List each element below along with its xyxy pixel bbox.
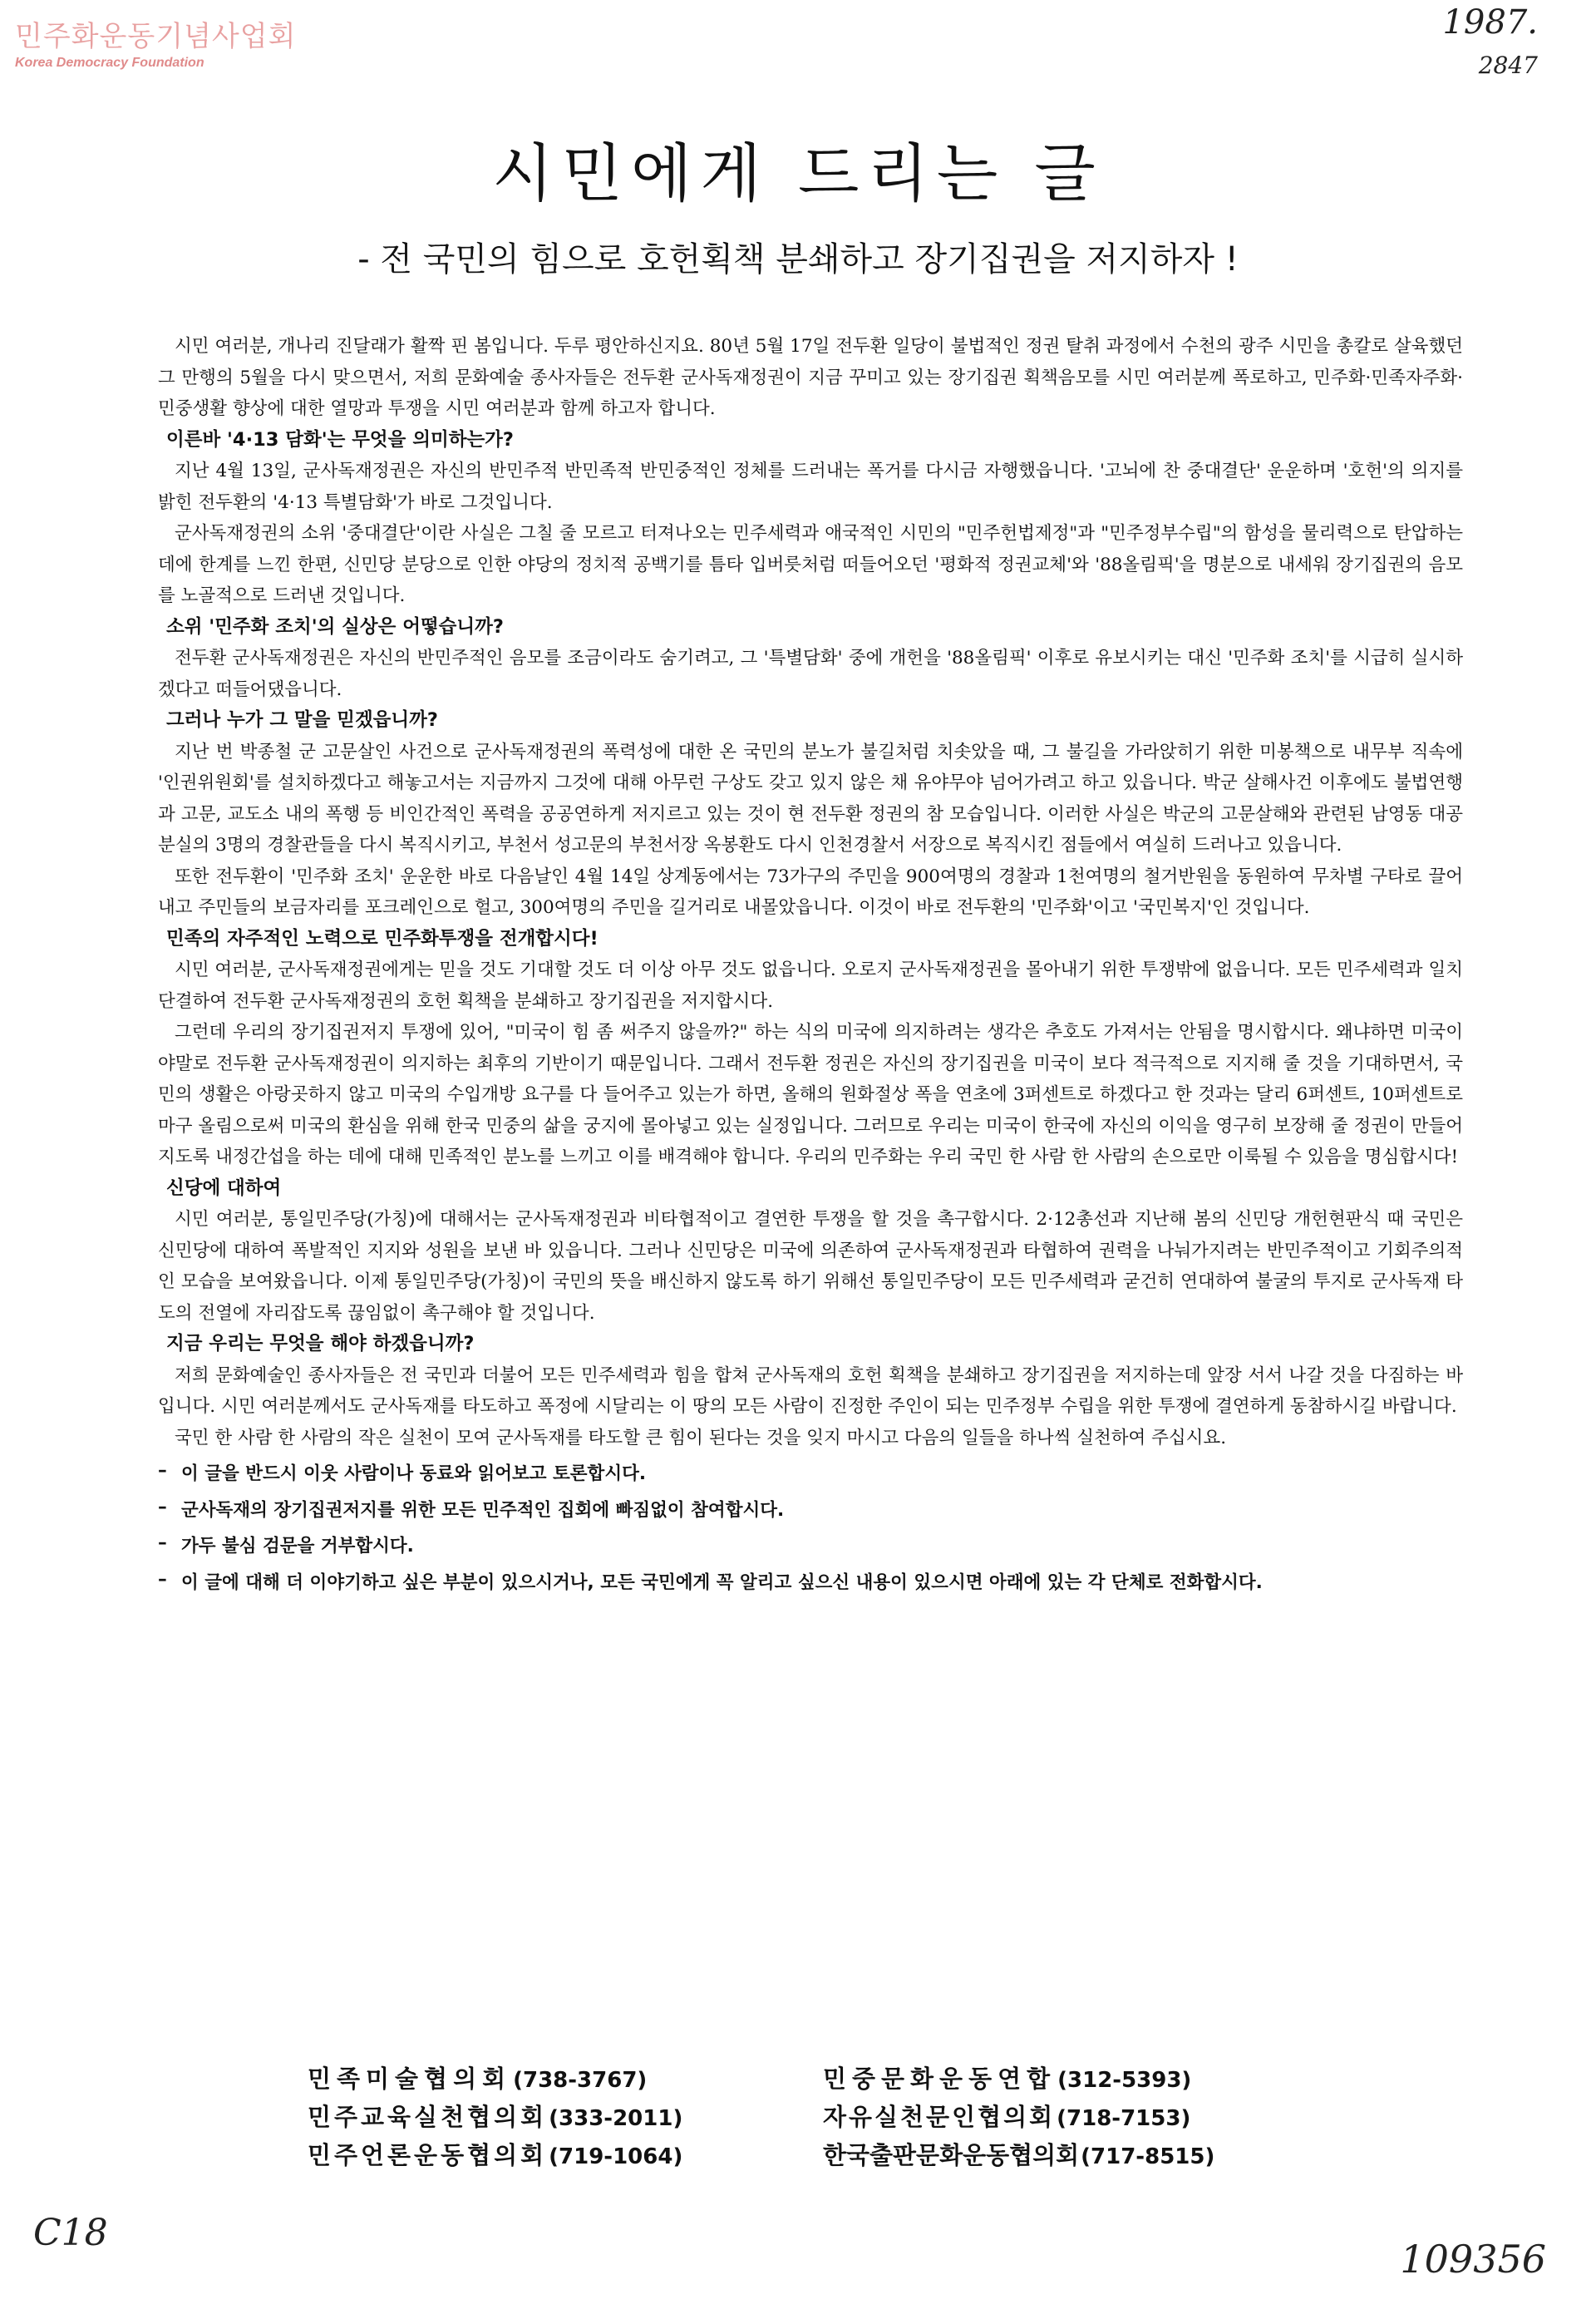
paragraph: 시민 여러분, 개나리 진달래가 활짝 핀 봄입니다. 두루 평안하신지요. 80년 5월 17일 전두환 일당이 불법적인 정권 탈취 과정에서 수천의 광주 시민을 총칼로 살육했던 그 만행의 5월을 다시 맞으면서, 저희 문화예술 종사자들은 전두환 군사독재정권이 지금 꾸미고 있는 장기집권 획책음모를 시민 여러분께 폭로하고, 민주화·민족자주화·민중생활 향상에 대한 열망과 투쟁을 시민 여러분과 함께 하고자 합니다. — [158, 336, 1463, 419]
paragraph: 군사독재정권의 소위 '중대결단'이란 사실은 그칠 줄 모르고 터져나오는 민주세력과 애국적인 시민의 "민주헌법제정"과 "민주정부수립"의 함성을 물리력으로 탄압하는 데에 한계를 느낀 한편, 신민당 분당으로 인한 야당의 정치적 공백기를 틈타 입버릇처럼 떠들어오던 '평화적 정권교체'와 '88올림픽'을 명분으로 내세워 장기집권의 음모를 노골적으로 드러낸 것입니다. — [158, 523, 1463, 606]
paragraph: 전두환 군사독재정권은 자신의 반민주적인 음모를 조금이라도 숨기려고, 그 '특별담화' 중에 개헌을 '88올림픽' 이후로 유보시키는 대신 '민주화 조치'를 시급히 실시하겠다고 떠들어댔읍니다. — [158, 648, 1463, 700]
organization-name: 민중문화운동연합 — [823, 2065, 1057, 2093]
organization-entry — [308, 2139, 823, 2173]
action-item — [158, 1564, 1463, 1599]
organization-phone: (719-1064) — [549, 2144, 683, 2169]
dash-bullet-icon: – — [158, 1532, 167, 1553]
paragraph: 시민 여러분, 군사독재정권에게는 믿을 것도 기대할 것도 더 이상 아무 것도 없읍니다. 오로지 군사독재정권을 몰아내기 위한 투쟁밖에 없읍니다. 모든 민주세력과 일치단결하여 전두환 군사독재정권의 호헌 획책을 분쇄하고 장기집권을 저지합시다. — [158, 960, 1463, 1012]
document-title: 시민에게 드리는 글 — [492, 136, 1104, 210]
dash-bullet-icon: – — [158, 1460, 167, 1481]
organization-name: 민족미술협의회 — [308, 2065, 512, 2093]
organization-phone: (312-5393) — [1057, 2068, 1192, 2093]
organization-phone: (718-7153) — [1057, 2106, 1191, 2131]
handwritten-reference: 2847 — [1478, 52, 1538, 79]
paragraph: 시민 여러분, 통일민주당(가칭)에 대해서는 군사독재정권과 비타협적이고 결연한 투쟁을 할 것을 촉구합시다. 2·12총선과 지난해 봄의 신민당 개헌현판식 때 국민은 신민당에 대하여 폭발적인 지지와 성원을 보낸 바 있읍니다. 그러나 신민당은 미국에 의존하여 군사독재정권과 타협하여 권력을 나눠가지려는 반민주적이고 기회주의적인 모습을 보여왔읍니다. 이제 통일민주당(가칭)이 국민의 뜻을 배신하지 않도록 하기 위해선 통일민주당이 모든 민주세력과 굳건히 연대하여 불굴의 투지로 군사독재 타도의 전열에 자리잡도록 끊임없이 촉구해야 할 것입니다. — [158, 1209, 1463, 1324]
action-item-text: 이 글을 반드시 이웃 사람이나 동료와 읽어보고 토론합시다. — [181, 1463, 647, 1484]
organization-name: 자유실천문인협의회 — [823, 2103, 1056, 2131]
organization-entry — [823, 2139, 1338, 2173]
paragraph: 저희 문화예술인 종사자들은 전 국민과 더불어 모든 민주세력과 힘을 합쳐 군사독재의 호헌 획책을 분쇄하고 장기집권을 저지하는데 앞장 서서 나갈 것을 다짐하는 바입니다. 시민 여러분께서도 군사독재를 타도하고 폭정에 시달리는 이 땅의 모든 사람이 진정한 주인이 되는 민주정부 수립을 위한 투쟁에 결연하게 동참하시길 바랍니다. — [158, 1364, 1463, 1417]
section-heading: 그러나 누가 그 말을 믿겠읍니까? — [166, 709, 438, 731]
organization-entry — [823, 2062, 1338, 2097]
handwritten-document-id: 109356 — [1400, 2237, 1546, 2282]
action-item — [158, 1455, 1463, 1490]
watermark-korean: 민주화운동기념사업회 — [15, 20, 297, 53]
section-heading: 이른바 '4·13 담화'는 무엇을 의미하는가? — [166, 428, 514, 451]
document-subtitle: - 전 국민의 힘으로 호헌획책 분쇄하고 장기집권을 저지하자 ! — [357, 240, 1239, 279]
foundation-watermark — [15, 13, 296, 71]
handwritten-year: 1987. — [1442, 3, 1538, 42]
organization-list — [308, 2062, 1338, 2173]
action-item — [158, 1492, 1463, 1527]
paragraph: 지난 4월 13일, 군사독재정권은 자신의 반민주적 반민족적 반민중적인 정체를 드러내는 폭거를 다시금 자행했읍니다. '고뇌에 찬 중대결단' 운운하며 '호헌'의 의지를 밝힌 전두환의 '4·13 특별담화'가 바로 그것입니다. — [158, 461, 1463, 513]
organization-phone: (738-3767) — [513, 2068, 648, 2093]
paragraph: 그런데 우리의 장기집권저지 투쟁에 있어, "미국이 힘 좀 써주지 않을까?" 하는 식의 미국에 의지하려는 생각은 추호도 가져서는 안됨을 명시합시다. 왜냐하면 미국이야말로 전두환 군사독재정권이 의지하는 최후의 기반이기 때문입니다. 그래서 전두환 정권은 자신의 장기집권을 미국이 보다 적극적으로 지지해 줄 것을 기대하면서, 국민의 생활은 아랑곳하지 않고 미국의 수입개방 요구를 다 들어주고 있는가 하면, 올해의 원화절상 폭을 연초에 3퍼센트로 하겠다고 한 것과는 달리 6퍼센트, 10퍼센트로 마구 올림으로써 미국의 환심을 위해 한국 민중의 삶을 궁지에 몰아넣고 있는 실정입니다. 그러므로 우리는 미국이 한국에 자신의 이익을 영구히 보장해 줄 정권이 만들어지도록 내정간섭을 하는 데에 대해 민족적인 분노를 느끼고 이를 배격해야 합니다. 우리의 민주화는 우리 국민 한 사람 한 사람의 손으로만 이룩될 수 있음을 명심합시다! — [158, 1022, 1463, 1167]
organization-entry — [823, 2100, 1338, 2135]
organization-entry — [308, 2100, 823, 2135]
organization-name: 한국출판문화운동협의회 — [823, 2141, 1080, 2169]
action-item — [158, 1527, 1463, 1562]
action-item-text: 가두 불심 검문을 거부합시다. — [181, 1536, 414, 1557]
document-body — [158, 331, 1463, 1598]
paragraph: 또한 전두환이 '민주화 조치' 운운한 바로 다음날인 4월 14일 상계동에서는 73가구의 주민을 900여명의 경찰과 1천여명의 철거반원을 동원하여 무차별 구타로 끌어내고 주민들의 보금자리를 포크레인으로 헐고, 300여명의 주민을 길거리로 내몰았읍니다. 이것이 바로 전두환의 '민주화'이고 '국민복지'인 것입니다. — [158, 866, 1463, 918]
organization-phone: (717-8515) — [1081, 2144, 1215, 2169]
section-heading: 소위 '민주화 조치'의 실상은 어떻습니까? — [166, 615, 504, 638]
action-item-text: 이 글에 대해 더 이야기하고 싶은 부분이 있으시거나, 모든 국민에게 꼭 알리고 싶으신 내용이 있으시면 아래에 있는 각 단체로 전화합시다. — [181, 1571, 1263, 1593]
section-heading: 민족의 자주적인 노력으로 민주화투쟁을 전개합시다! — [166, 927, 598, 950]
organization-entry — [308, 2062, 823, 2097]
watermark-english: Korea Democracy Foundation — [15, 56, 204, 70]
paragraph: 지난 번 박종철 군 고문살인 사건으로 군사독재정권의 폭력성에 대한 온 국민의 분노가 불길처럼 치솟았을 때, 그 불길을 가라앉히기 위한 미봉책으로 내무부 직속에 '인권위원회'를 설치하겠다고 해놓고서는 지금까지 그것에 대해 아무런 구상도 갖고 있지 않은 채 유야무야 넘어가려고 하고 있읍니다. 박군 살해사건 이후에도 불법연행과 고문, 교도소 내의 폭행 등 비인간적인 폭력을 공공연하게 저지르고 있는 것이 현 전두환 정권의 참 모습입니다. 이러한 사실은 박군의 고문살해와 관련된 남영동 대공분실의 3명의 경찰관들을 다시 복직시키고, 부천서 성고문의 부천서장 옥봉환도 다시 인천경찰서 서장으로 복직시킨 점들에서 여실히 드러나고 있읍니다. — [158, 741, 1463, 856]
dash-bullet-icon: – — [158, 1568, 167, 1590]
organization-name: 민주교육실천협의회 — [308, 2103, 548, 2131]
paragraph: 국민 한 사람 한 사람의 작은 실천이 모여 군사독재를 타도할 큰 힘이 된다는 것을 잊지 마시고 다음의 일들을 하나씩 실천하여 주십시요. — [175, 1427, 1227, 1448]
action-item-text: 군사독재의 장기집권저지를 위한 모든 민주적인 집회에 빠짐없이 참여합시다. — [181, 1499, 785, 1521]
organization-phone: (333-2011) — [549, 2106, 683, 2131]
handwritten-corner-mark: C18 — [33, 2212, 108, 2254]
section-heading: 신당에 대하여 — [166, 1177, 282, 1199]
dash-bullet-icon: – — [158, 1496, 167, 1517]
organization-name: 민주언론운동협의회 — [308, 2141, 548, 2169]
section-heading: 지금 우리는 무엇을 해야 하겠읍니까? — [166, 1333, 475, 1354]
